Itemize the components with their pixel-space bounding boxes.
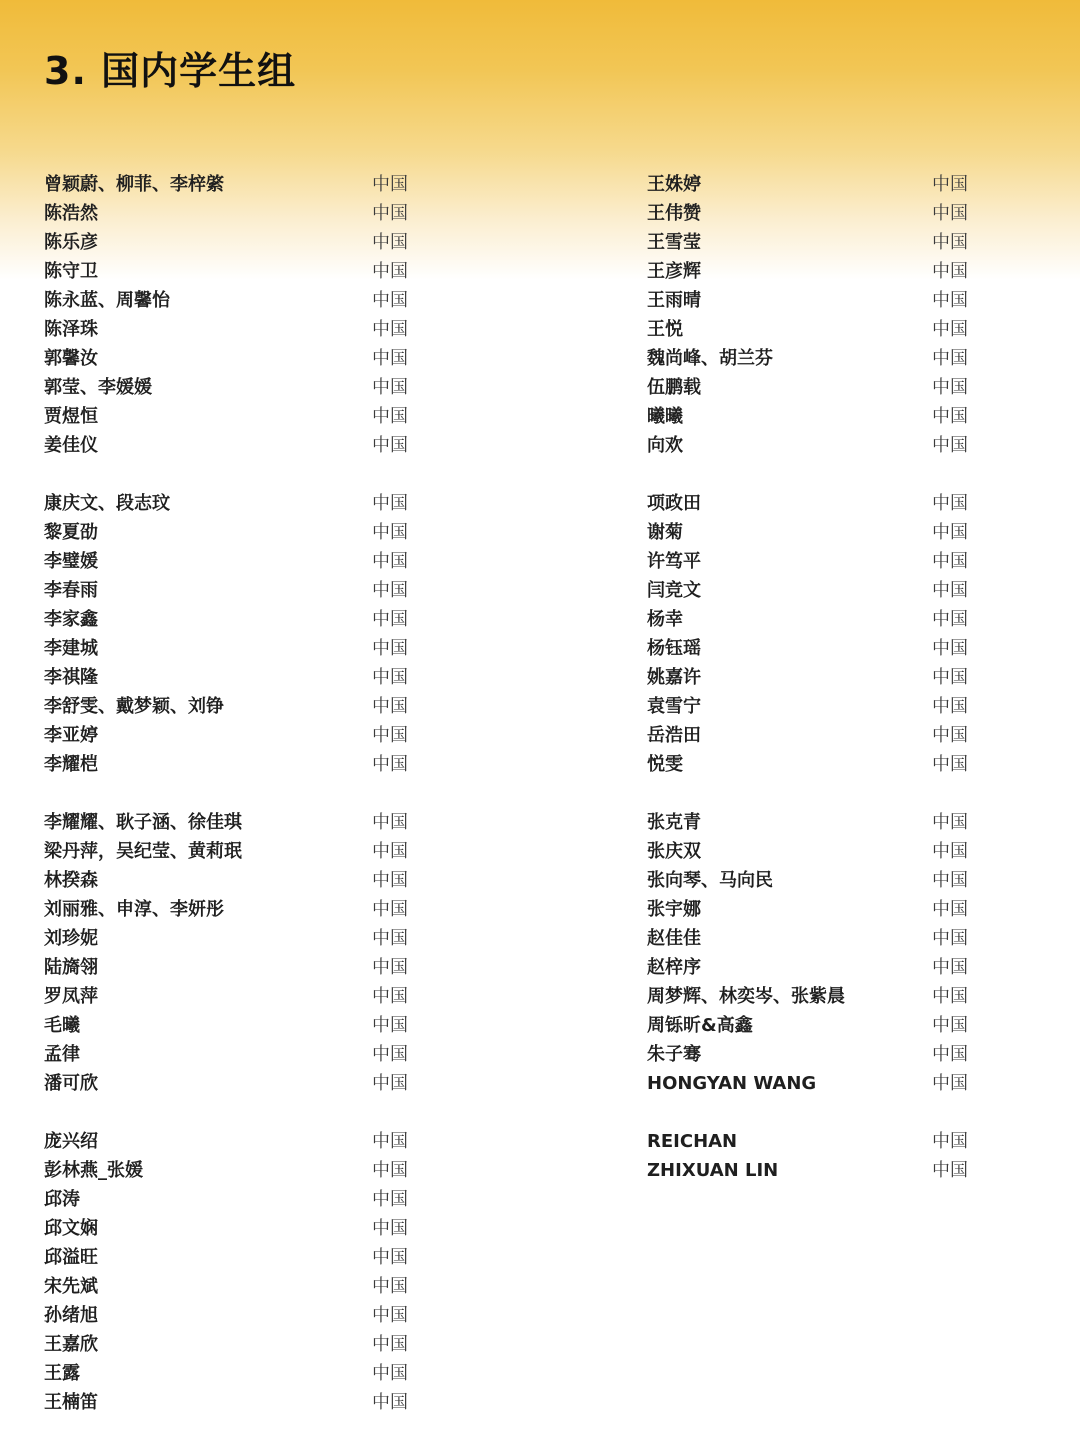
participant-country: 中国 (372, 319, 408, 340)
participant-country: 中国 (932, 841, 968, 862)
participant-name: 陆旖翎 (44, 957, 98, 978)
list-item (44, 924, 424, 953)
list-item (44, 721, 424, 750)
participant-name: 悦雯 (647, 754, 683, 775)
list-item (44, 315, 424, 344)
participant-country: 中国 (932, 725, 968, 746)
participant-name: 张向琴、马向民 (647, 870, 773, 891)
participant-country: 中国 (372, 203, 408, 224)
participant-country: 中国 (372, 551, 408, 572)
participant-name: 朱子骞 (647, 1044, 701, 1065)
list-item (647, 750, 987, 779)
name-group (44, 170, 424, 460)
participant-country: 中国 (932, 1160, 968, 1181)
participant-country: 中国 (932, 638, 968, 659)
participant-country: 中国 (932, 812, 968, 833)
list-item (44, 1185, 424, 1214)
participant-name: REICHAN (647, 1131, 738, 1152)
participant-country: 中国 (932, 1015, 968, 1036)
list-item (647, 228, 987, 257)
participant-name: 杨钰瑶 (647, 638, 701, 659)
participant-name: 郭莹、李媛媛 (44, 377, 152, 398)
list-item (44, 1330, 424, 1359)
participant-name: 李耀耀、耿子涵、徐佳琪 (44, 812, 242, 833)
participant-country: 中国 (372, 1015, 408, 1036)
participant-country: 中国 (932, 290, 968, 311)
list-item (44, 547, 424, 576)
participant-name: 陈守卫 (44, 261, 98, 282)
participant-country: 中国 (372, 638, 408, 659)
participant-country: 中国 (932, 377, 968, 398)
participant-name: 罗凤萍 (44, 986, 98, 1007)
list-item (647, 808, 987, 837)
list-item (44, 663, 424, 692)
participant-name: 许笃平 (647, 551, 701, 572)
participant-country: 中国 (372, 493, 408, 514)
participant-name: 项政田 (647, 493, 701, 514)
participant-name: 黎夏劭 (44, 522, 98, 543)
participant-country: 中国 (372, 957, 408, 978)
name-group (647, 489, 987, 779)
list-item (44, 344, 424, 373)
participant-country: 中国 (932, 203, 968, 224)
participant-country: 中国 (932, 174, 968, 195)
list-item (44, 1359, 424, 1388)
participant-country: 中国 (372, 1392, 408, 1413)
name-group (44, 808, 424, 1098)
participant-name: 李璧媛 (44, 551, 98, 572)
participant-name: 向欢 (647, 435, 683, 456)
participant-country: 中国 (372, 928, 408, 949)
participant-name: 魏尚峰、胡兰芬 (647, 348, 773, 369)
participant-country: 中国 (932, 406, 968, 427)
list-item (44, 1272, 424, 1301)
participant-name: 梁丹萍，吴纪莹、黄莉珉 (44, 841, 242, 862)
list-item (647, 953, 987, 982)
list-item (647, 605, 987, 634)
list-item (44, 402, 424, 431)
participant-name: 刘珍妮 (44, 928, 98, 949)
list-item (647, 1040, 987, 1069)
participant-country: 中国 (932, 609, 968, 630)
participant-name: 李耀桤 (44, 754, 98, 775)
list-item (44, 199, 424, 228)
participant-name: 李祺隆 (44, 667, 98, 688)
participant-name: 姜佳仪 (44, 435, 98, 456)
participant-name: 陈永蓝、周馨怡 (44, 290, 170, 311)
participant-country: 中国 (932, 696, 968, 717)
participant-name: 邱文娴 (44, 1218, 98, 1239)
participant-name: 孙绪旭 (44, 1305, 98, 1326)
participant-name: 张宇娜 (647, 899, 701, 920)
list-item (647, 924, 987, 953)
participant-name: 曾颖蔚、柳菲、李梓綮 (44, 174, 224, 195)
list-item (647, 344, 987, 373)
participant-country: 中国 (372, 1131, 408, 1152)
participant-name: 姚嘉许 (647, 667, 701, 688)
participant-country: 中国 (372, 841, 408, 862)
list-item (44, 373, 424, 402)
participant-name: 王嘉欣 (44, 1334, 98, 1355)
list-item (647, 170, 987, 199)
participant-country: 中国 (372, 1334, 408, 1355)
list-item (647, 721, 987, 750)
list-item (647, 315, 987, 344)
participant-country: 中国 (372, 1363, 408, 1384)
participant-name: 宋先斌 (44, 1276, 98, 1297)
participant-country: 中国 (932, 348, 968, 369)
list-item (44, 489, 424, 518)
participant-name: 王姝婷 (647, 174, 701, 195)
list-item (44, 1156, 424, 1185)
name-group (647, 1127, 987, 1185)
participant-country: 中国 (372, 899, 408, 920)
list-item (44, 228, 424, 257)
participant-country: 中国 (372, 1073, 408, 1094)
participant-country: 中国 (372, 870, 408, 891)
list-item (647, 402, 987, 431)
list-item (44, 895, 424, 924)
list-item (44, 518, 424, 547)
participant-name: 郭馨汝 (44, 348, 98, 369)
list-item (44, 750, 424, 779)
participant-name: 赵佳佳 (647, 928, 701, 949)
list-item (647, 576, 987, 605)
participant-name: 王伟赞 (647, 203, 701, 224)
participant-name: 李舒雯、戴梦颖、刘铮 (44, 696, 224, 717)
participant-name: 李亚婷 (44, 725, 98, 746)
participant-country: 中国 (372, 406, 408, 427)
list-item (647, 866, 987, 895)
list-item (44, 605, 424, 634)
list-item (44, 866, 424, 895)
participant-name: 毛曦 (44, 1015, 80, 1036)
list-item (44, 837, 424, 866)
participant-name: 潘可欣 (44, 1073, 98, 1094)
participant-name: 王雨晴 (647, 290, 701, 311)
list-item (44, 808, 424, 837)
list-item (44, 1040, 424, 1069)
participant-name: 康庆文、段志玟 (44, 493, 170, 514)
participant-name: 周铄昕&高鑫 (647, 1015, 753, 1036)
list-item (647, 1127, 987, 1156)
participant-country: 中国 (372, 1218, 408, 1239)
list-item (647, 199, 987, 228)
participant-name: 邱溢旺 (44, 1247, 98, 1268)
list-item (647, 1069, 987, 1098)
participant-name: 庞兴绍 (44, 1131, 98, 1152)
participant-country: 中国 (372, 174, 408, 195)
participant-name: 周梦辉、林奕岑、张紫晨 (647, 986, 845, 1007)
name-group (647, 808, 987, 1098)
list-item (647, 692, 987, 721)
participant-country: 中国 (372, 290, 408, 311)
list-item (647, 286, 987, 315)
list-item (647, 518, 987, 547)
participant-name: HONGYAN WANG (647, 1073, 817, 1094)
participant-name: 王悦 (647, 319, 683, 340)
list-item (647, 1011, 987, 1040)
participant-country: 中国 (932, 667, 968, 688)
participant-name: 李春雨 (44, 580, 98, 601)
participant-country: 中国 (372, 812, 408, 833)
list-item (647, 547, 987, 576)
list-item (44, 576, 424, 605)
participant-country: 中国 (932, 1131, 968, 1152)
name-group (44, 489, 424, 779)
participant-name: 赵梓序 (647, 957, 701, 978)
participant-name: 曦曦 (647, 406, 683, 427)
participant-country: 中国 (372, 986, 408, 1007)
list-item (647, 634, 987, 663)
participant-country: 中国 (372, 696, 408, 717)
list-item (647, 489, 987, 518)
page-title: 3. 国内学生组 (44, 49, 297, 93)
participant-name: 陈乐彦 (44, 232, 98, 253)
participant-country: 中国 (372, 1247, 408, 1268)
list-item (44, 1127, 424, 1156)
participant-name: 林揆森 (44, 870, 98, 891)
list-item (44, 692, 424, 721)
participant-country: 中国 (372, 1305, 408, 1326)
list-item (44, 1301, 424, 1330)
list-item (647, 895, 987, 924)
participant-country: 中国 (372, 522, 408, 543)
participant-country: 中国 (372, 348, 408, 369)
list-item (44, 982, 424, 1011)
list-item (44, 1243, 424, 1272)
participant-country: 中国 (932, 870, 968, 891)
participant-country: 中国 (372, 754, 408, 775)
participant-country: 中国 (932, 319, 968, 340)
right-column-list (647, 170, 987, 1214)
list-item (44, 634, 424, 663)
list-item (44, 286, 424, 315)
participant-name: 王楠笛 (44, 1392, 98, 1413)
participant-country: 中国 (372, 609, 408, 630)
participant-country: 中国 (372, 232, 408, 253)
name-group (44, 1127, 424, 1417)
participant-country: 中国 (372, 667, 408, 688)
participant-name: 王露 (44, 1363, 80, 1384)
participant-country: 中国 (372, 377, 408, 398)
list-item (647, 837, 987, 866)
participant-country: 中国 (932, 522, 968, 543)
participant-name: 袁雪宁 (647, 696, 701, 717)
list-item (647, 1156, 987, 1185)
participant-name: 王彦辉 (647, 261, 701, 282)
participant-country: 中国 (932, 986, 968, 1007)
participant-country: 中国 (372, 725, 408, 746)
participant-country: 中国 (932, 754, 968, 775)
participant-name: 刘丽雅、申淳、李妍彤 (44, 899, 224, 920)
participant-name: ZHIXUAN LIN (647, 1160, 779, 1181)
participant-country: 中国 (372, 1044, 408, 1065)
list-item (647, 663, 987, 692)
list-item (647, 373, 987, 402)
participant-country: 中国 (932, 899, 968, 920)
participant-name: 杨幸 (647, 609, 683, 630)
participant-country: 中国 (932, 580, 968, 601)
participant-name: 张庆双 (647, 841, 701, 862)
participant-country: 中国 (932, 1073, 968, 1094)
left-column-list (44, 170, 424, 1446)
participant-country: 中国 (932, 261, 968, 282)
list-item (44, 257, 424, 286)
participant-country: 中国 (932, 928, 968, 949)
list-item (647, 431, 987, 460)
list-item (44, 1214, 424, 1243)
list-item (44, 1011, 424, 1040)
list-item (647, 982, 987, 1011)
list-item (647, 257, 987, 286)
list-item (44, 431, 424, 460)
participant-name: 邱涛 (44, 1189, 80, 1210)
participant-name: 王雪莹 (647, 232, 701, 253)
participant-name: 陈泽珠 (44, 319, 98, 340)
participant-country: 中国 (932, 232, 968, 253)
list-item (44, 170, 424, 199)
list-item (44, 953, 424, 982)
participant-country: 中国 (372, 1160, 408, 1181)
participant-country: 中国 (932, 957, 968, 978)
participant-country: 中国 (372, 435, 408, 456)
participant-name: 孟律 (44, 1044, 80, 1065)
participant-country: 中国 (372, 580, 408, 601)
participant-country: 中国 (932, 493, 968, 514)
participant-name: 彭林燕_张媛 (44, 1160, 143, 1181)
participant-name: 谢菊 (647, 522, 683, 543)
participant-country: 中国 (372, 1189, 408, 1210)
list-item (44, 1388, 424, 1417)
participant-name: 闫竞文 (647, 580, 701, 601)
participant-name: 贾煜恒 (44, 406, 98, 427)
participant-country: 中国 (932, 551, 968, 572)
list-item (44, 1069, 424, 1098)
participant-name: 张克青 (647, 812, 701, 833)
name-group (647, 170, 987, 460)
participant-country: 中国 (932, 1044, 968, 1065)
participant-country: 中国 (372, 1276, 408, 1297)
participant-name: 陈浩然 (44, 203, 98, 224)
participant-name: 李家鑫 (44, 609, 98, 630)
participant-country: 中国 (372, 261, 408, 282)
participant-name: 岳浩田 (647, 725, 701, 746)
participant-name: 伍鹏载 (647, 377, 701, 398)
participant-name: 李建城 (44, 638, 98, 659)
participant-country: 中国 (932, 435, 968, 456)
